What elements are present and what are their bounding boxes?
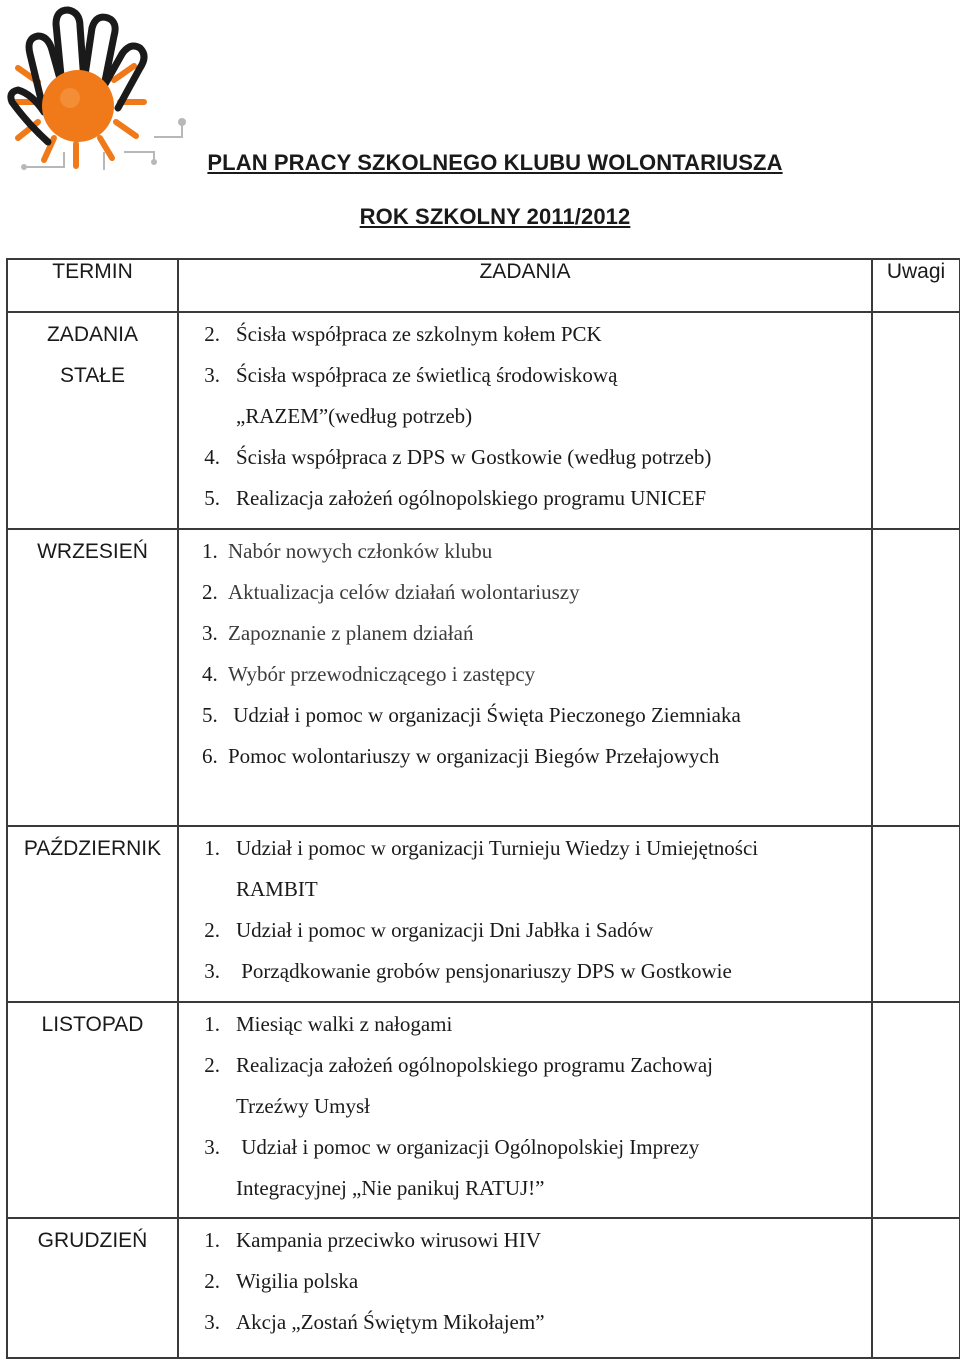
list-item (179, 695, 871, 736)
task-number: 4. (202, 662, 218, 686)
task-number: 2. (202, 580, 218, 604)
termin-label (8, 1003, 177, 1045)
task-text: Miesiąc walki z nałogami (236, 1012, 453, 1036)
termin-line: ZADANIA (46, 323, 138, 346)
task-text: „RAZEM”(według potrzeb) (236, 404, 473, 428)
termin-line: GRUDZIEŃ (37, 1229, 148, 1252)
header-termin: TERMIN (52, 260, 133, 283)
task-number: 4. (204, 445, 220, 469)
tasks-cell (178, 312, 872, 529)
task-list (179, 1003, 871, 1209)
termin-cell (7, 1218, 178, 1358)
task-list (179, 827, 871, 992)
table-row (7, 826, 960, 1002)
task-text: Ścisła współpraca ze świetlicą środowiskową (236, 363, 618, 387)
task-number: 2. (204, 1269, 220, 1293)
task-text: Zapoznanie z planem działań (228, 621, 474, 645)
list-item (179, 828, 871, 869)
table-header-row (7, 259, 960, 312)
tasks-cell (178, 1218, 872, 1358)
task-text: Udział i pomoc w organizacji Święta Pieczonego Ziemniaka (228, 703, 741, 727)
list-item (179, 1302, 871, 1343)
task-number: 3. (204, 959, 220, 983)
task-number: 1. (204, 836, 220, 860)
list-item (179, 910, 871, 951)
table-row (7, 1002, 960, 1218)
task-number: 1. (204, 1012, 220, 1036)
task-text: Wybór przewodniczącego i zastępcy (228, 662, 536, 686)
task-number (179, 396, 220, 437)
termin-label (8, 530, 177, 572)
document-title: PLAN PRACY SZKOLNEGO KLUBU WOLONTARIUSZA (207, 150, 783, 175)
termin-label (8, 827, 177, 869)
list-item (179, 1168, 871, 1209)
termin-cell (7, 1002, 178, 1218)
task-text: Integracyjnej „Nie panikuj RATUJ!” (236, 1176, 545, 1200)
task-text: Kampania przeciwko wirusowi HIV (236, 1228, 541, 1252)
task-number: 5. (202, 703, 218, 727)
list-item (179, 314, 871, 355)
task-text: Realizacja założeń ogólnopolskiego programu Zachowaj (236, 1053, 713, 1077)
header-termin-cell (7, 259, 178, 312)
hand-sun-logo-icon (4, 2, 194, 172)
task-text: Ścisła współpraca z DPS w Gostkowie (według potrzeb) (236, 445, 712, 469)
tasks-cell (178, 529, 872, 826)
termin-cell (7, 312, 178, 529)
list-item (179, 1045, 871, 1086)
table-row (7, 1218, 960, 1358)
header-zadania-cell (178, 259, 872, 312)
task-number (179, 869, 220, 910)
termin-line: WRZESIEŃ (37, 540, 148, 563)
task-list (179, 1219, 871, 1343)
volunteer-club-logo (4, 2, 194, 172)
list-item (179, 1086, 871, 1127)
task-number: 3. (204, 1135, 220, 1159)
task-number (179, 1168, 220, 1209)
list-item (179, 478, 871, 519)
uwagi-cell (872, 1002, 960, 1218)
task-text: Udział i pomoc w organizacji Turnieju Wiedzy i Umiejętności (236, 836, 759, 860)
list-item (179, 736, 871, 777)
termin-line: STAŁE (60, 364, 125, 387)
list-item (179, 355, 871, 396)
task-text: Aktualizacja celów działań wolontariuszy (228, 580, 580, 604)
termin-label (8, 313, 177, 396)
uwagi-cell (872, 1218, 960, 1358)
list-item (179, 1004, 871, 1045)
task-number: 2. (204, 918, 220, 942)
task-number: 2. (204, 1053, 220, 1077)
task-list (179, 530, 871, 777)
list-item (179, 613, 871, 654)
list-item (179, 869, 871, 910)
task-text: Porządkowanie grobów pensjonariuszy DPS w Gostkowie (236, 959, 732, 983)
task-number: 6. (202, 744, 218, 768)
termin-cell (7, 826, 178, 1002)
task-number: 1. (204, 1228, 220, 1252)
task-text: Wigilia polska (236, 1269, 359, 1293)
list-item (179, 654, 871, 695)
list-item (179, 572, 871, 613)
task-number: 3. (202, 621, 218, 645)
header-uwagi-cell (872, 259, 960, 312)
uwagi-cell (872, 312, 960, 529)
task-list (179, 313, 871, 519)
header-uwagi: Uwagi (886, 260, 946, 283)
termin-line: PAŹDZIERNIK (23, 837, 162, 860)
list-item (179, 396, 871, 437)
list-item (179, 1261, 871, 1302)
task-number: 3. (204, 1310, 220, 1334)
uwagi-cell (872, 529, 960, 826)
task-text: Nabór nowych członków klubu (228, 539, 493, 563)
tasks-cell (178, 826, 872, 1002)
task-text: Realizacja założeń ogólnopolskiego programu UNICEF (236, 486, 707, 510)
task-text: Akcja „Zostań Świętym Mikołajem” (236, 1310, 545, 1334)
task-number: 5. (204, 486, 220, 510)
list-item (179, 437, 871, 478)
task-number: 3. (204, 363, 220, 387)
list-item (179, 1127, 871, 1168)
task-text: Trzeźwy Umysł (236, 1094, 370, 1118)
tasks-cell (178, 1002, 872, 1218)
task-text: Udział i pomoc w organizacji Dni Jabłka i Sadów (236, 918, 654, 942)
uwagi-cell (872, 826, 960, 1002)
task-text: RAMBIT (236, 877, 318, 901)
termin-line: LISTOPAD (41, 1013, 144, 1036)
termin-label (8, 1219, 177, 1261)
table-row (7, 312, 960, 529)
termin-cell (7, 529, 178, 826)
task-number: 1. (202, 539, 218, 563)
list-item (179, 951, 871, 992)
list-item (179, 1220, 871, 1261)
task-text: Ścisła współpraca ze szkolnym kołem PCK (236, 322, 602, 346)
work-plan-table (6, 258, 960, 1359)
header-zadania: ZADANIA (479, 260, 571, 283)
table-row (7, 529, 960, 826)
task-number: 2. (204, 322, 220, 346)
list-item (179, 531, 871, 572)
task-text: Udział i pomoc w organizacji Ogólnopolskiej Imprezy (236, 1135, 700, 1159)
task-text: Pomoc wolontariuszy w organizacji Biegów Przełajowych (228, 744, 720, 768)
document-subtitle: ROK SZKOLNY 2011/2012 (359, 204, 631, 229)
task-number (179, 1086, 220, 1127)
